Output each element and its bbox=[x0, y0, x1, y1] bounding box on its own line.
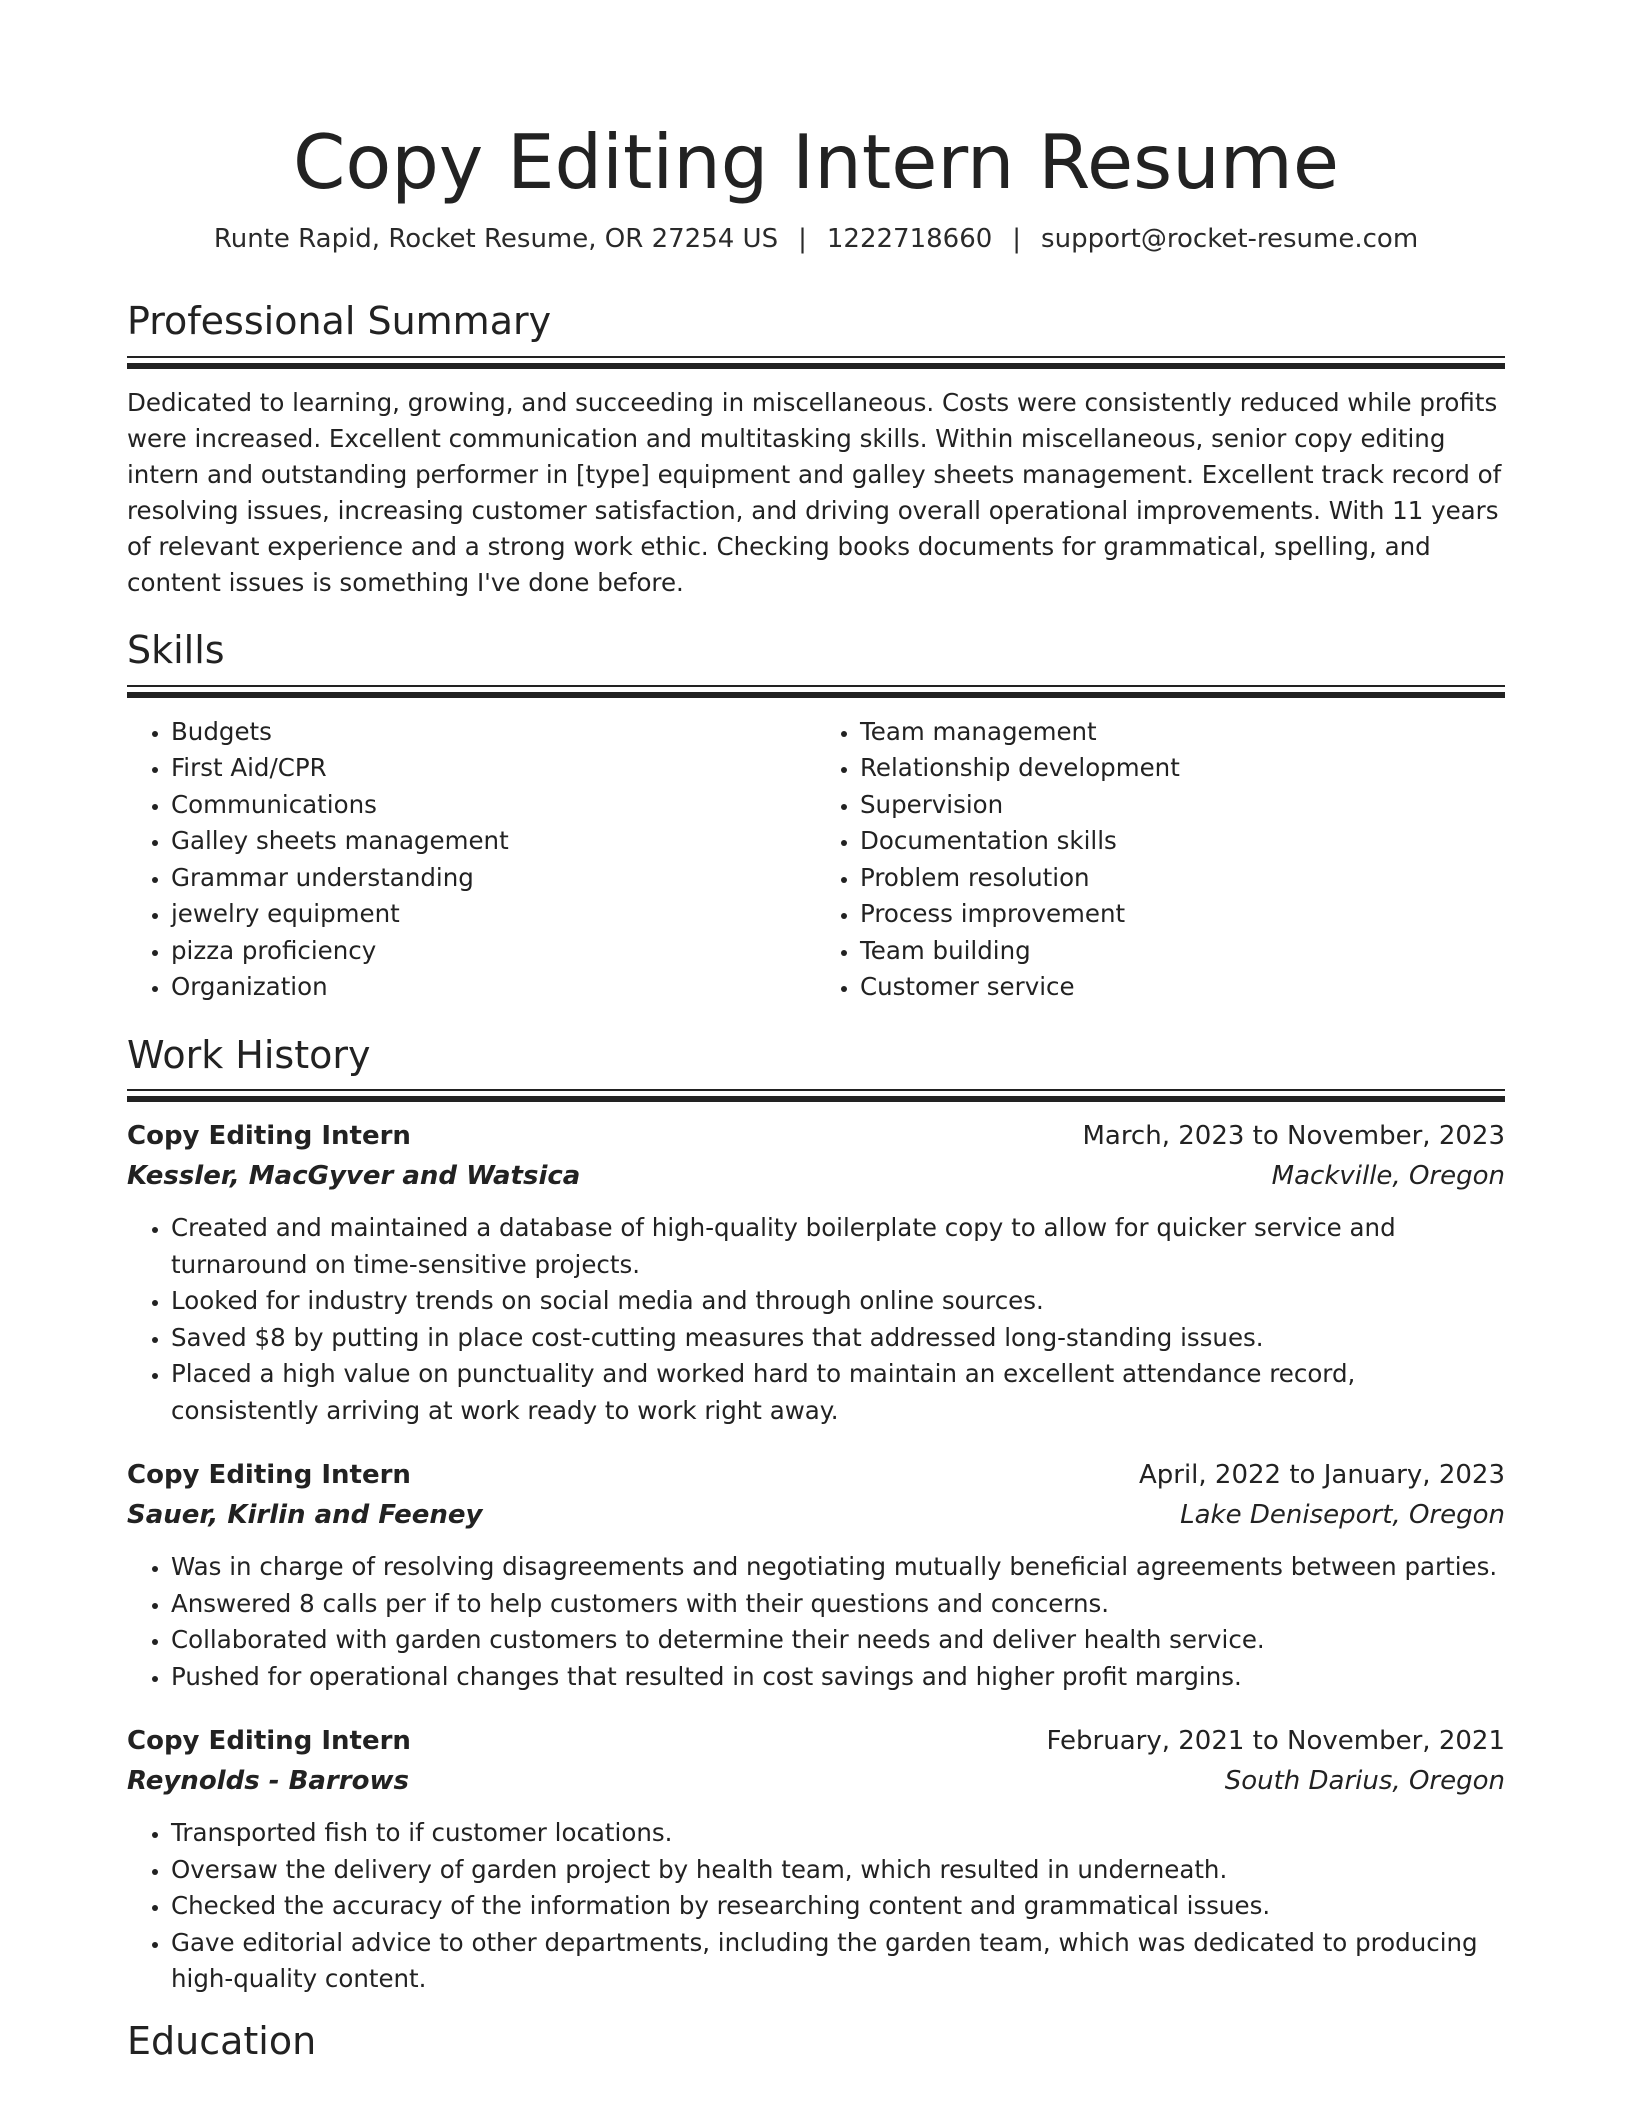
skill-item: • Team management bbox=[860, 714, 1505, 751]
job-title: Copy Editing Intern bbox=[127, 1460, 411, 1491]
job-bullet: • Oversaw the delivery of garden project by health team, which resulted in underneath. bbox=[171, 1852, 1505, 1889]
job-title: Copy Editing Intern bbox=[127, 1726, 411, 1757]
job-dates: April, 2022 to January, 2023 bbox=[1138, 1460, 1505, 1491]
section-divider bbox=[127, 685, 1505, 698]
job-dates: March, 2023 to November, 2023 bbox=[1082, 1121, 1505, 1152]
contact-separator: | bbox=[1012, 223, 1022, 254]
job-bullets bbox=[127, 1549, 1505, 1695]
job-subheader bbox=[127, 1156, 1505, 1196]
summary-text: Dedicated to learning, growing, and succeeding in miscellaneous. Costs were consistently reduced while profits were increased. Excellent communication and multitasking skills. Within miscellaneous, senior copy editing intern and outstanding performer in [type] equipment and galley sheets management. Excellent track record of resolving issues, increasing customer satisfaction, and driving overall operational improvements. With 11 years of relevant experience and a strong work ethic. Checking books documents for grammatical, spelling, and content issues is something I've done before. bbox=[127, 387, 1502, 597]
resume-title: Copy Editing Intern Resume bbox=[293, 118, 1339, 206]
job-bullet: • Collaborated with garden customers to determine their needs and deliver health service. bbox=[171, 1622, 1505, 1659]
job-subheader bbox=[127, 1761, 1505, 1801]
job-location: Lake Deniseport, Oregon bbox=[1180, 1500, 1505, 1531]
job-bullet: • Transported fish to if customer locations. bbox=[171, 1815, 1505, 1852]
skill-item: • Organization bbox=[171, 969, 816, 1006]
job-header bbox=[127, 1721, 1505, 1761]
skills-left-list bbox=[127, 714, 816, 1006]
job-header bbox=[127, 1455, 1505, 1495]
job-bullet: • Gave editorial advice to other departments, including the garden team, which was dedicated to producing high-quality content. bbox=[171, 1925, 1505, 1998]
section-divider bbox=[127, 1089, 1505, 1102]
skill-item: • Documentation skills bbox=[860, 823, 1505, 860]
skill-item: • Customer service bbox=[860, 969, 1505, 1006]
skill-item: • Galley sheets management bbox=[171, 823, 816, 860]
skills-section bbox=[127, 629, 1505, 1006]
skill-item: • Communications bbox=[171, 787, 816, 824]
skills-right-list bbox=[816, 714, 1505, 1006]
job-bullet: • Answered 8 calls per if to help customers with their questions and concerns. bbox=[171, 1586, 1505, 1623]
job-bullets bbox=[127, 1815, 1505, 1998]
skill-item: • Team building bbox=[860, 933, 1505, 970]
skill-item: • Grammar understanding bbox=[171, 860, 816, 897]
job-title: Copy Editing Intern bbox=[127, 1121, 411, 1152]
job-bullet: • Was in charge of resolving disagreements and negotiating mutually beneficial agreements between parties. bbox=[171, 1549, 1505, 1586]
job-dates: February, 2021 to November, 2021 bbox=[1046, 1726, 1505, 1757]
skill-item: • Process improvement bbox=[860, 896, 1505, 933]
summary-section bbox=[127, 300, 1505, 601]
job-entry bbox=[127, 1721, 1505, 1998]
section-heading-work: Work History bbox=[127, 1032, 371, 1077]
education-section bbox=[127, 2020, 1505, 2064]
skill-item: • Problem resolution bbox=[860, 860, 1505, 897]
section-heading-summary: Professional Summary bbox=[127, 299, 552, 344]
job-company: Kessler, MacGyver and Watsica bbox=[127, 1161, 581, 1192]
contact-separator: | bbox=[798, 223, 807, 254]
section-heading-skills: Skills bbox=[127, 627, 225, 672]
contact-email: support@rocket-resume.com bbox=[1041, 223, 1419, 254]
job-company: Reynolds - Barrows bbox=[127, 1766, 409, 1797]
job-header bbox=[127, 1116, 1505, 1156]
section-heading-education: Education bbox=[127, 2018, 317, 2063]
skill-item: • pizza proficiency bbox=[171, 933, 816, 970]
job-bullet: • Checked the accuracy of the information by researching content and grammatical issues. bbox=[171, 1888, 1505, 1925]
contact-line bbox=[127, 223, 1505, 257]
job-entry bbox=[127, 1116, 1505, 1429]
skill-item: • First Aid/CPR bbox=[171, 750, 816, 787]
job-entry bbox=[127, 1455, 1505, 1695]
job-bullet: • Looked for industry trends on social media and through online sources. bbox=[171, 1283, 1505, 1320]
job-bullet: • Placed a high value on punctuality and worked hard to maintain an excellent attendance record, consistently arriving at work ready to work right away. bbox=[171, 1356, 1505, 1429]
contact-phone: 1222718660 bbox=[826, 223, 993, 254]
job-bullets bbox=[127, 1210, 1505, 1429]
contact-address: Runte Rapid, Rocket Resume, OR 27254 US bbox=[213, 223, 779, 254]
skill-item: • jewelry equipment bbox=[171, 896, 816, 933]
skill-item: • Supervision bbox=[860, 787, 1505, 824]
skills-columns bbox=[127, 714, 1505, 1006]
job-bullet: • Pushed for operational changes that resulted in cost savings and higher profit margins. bbox=[171, 1659, 1505, 1696]
work-section bbox=[127, 1034, 1505, 1998]
job-company: Sauer, Kirlin and Feeney bbox=[127, 1500, 483, 1531]
skill-item: • Budgets bbox=[171, 714, 816, 751]
job-bullet: • Created and maintained a database of high-quality boilerplate copy to allow for quicker service and turnaround on time-sensitive projects. bbox=[171, 1210, 1505, 1283]
section-divider bbox=[127, 356, 1505, 369]
job-location: Mackville, Oregon bbox=[1271, 1161, 1505, 1192]
skill-item: • Relationship development bbox=[860, 750, 1505, 787]
job-subheader bbox=[127, 1495, 1505, 1535]
job-bullet: • Saved $8 by putting in place cost-cutting measures that addressed long-standing issues. bbox=[171, 1320, 1505, 1357]
job-location: South Darius, Oregon bbox=[1224, 1766, 1505, 1797]
